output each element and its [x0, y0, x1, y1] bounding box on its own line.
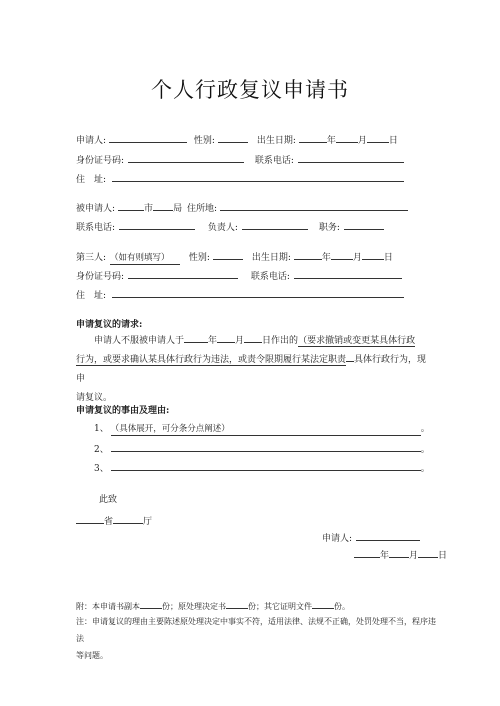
- third-party-row-1: [76, 250, 393, 265]
- request-heading: 申请复议的请求:: [76, 320, 143, 330]
- office-field[interactable]: [113, 514, 143, 524]
- year-label: 年: [326, 136, 336, 146]
- office-label: 厅: [143, 517, 153, 527]
- third-party-row-3: [76, 288, 404, 302]
- note-text-2: 等问题。: [76, 651, 108, 660]
- gender-label: 性别:: [193, 136, 215, 146]
- month-label: 月: [357, 136, 367, 146]
- head-label: 负责人:: [207, 223, 238, 233]
- closing-salutation: 此致: [99, 495, 118, 505]
- applicant-row-2: [76, 153, 404, 167]
- reason-1-hint: （具体展开，可分条分点阐述）: [110, 424, 230, 434]
- request-day-field[interactable]: [244, 333, 262, 343]
- applicant-row-1: [76, 133, 398, 147]
- signature-applicant: [322, 531, 420, 545]
- birth-label: 出生日期:: [256, 136, 296, 146]
- request-text-4: 请复议。: [76, 393, 113, 403]
- third-id-field[interactable]: [128, 269, 238, 279]
- province-label: 省: [104, 517, 114, 527]
- applicant-row-3: [76, 172, 404, 186]
- third-party-row-2: [76, 269, 402, 283]
- respondent-city-field[interactable]: [118, 201, 144, 211]
- respondent-address-label: 住所地:: [186, 204, 217, 214]
- head-field[interactable]: [242, 220, 308, 230]
- reason-1-number: 1、: [94, 424, 109, 434]
- id-label: 身份证号码:: [76, 156, 125, 166]
- signature-year-field[interactable]: [354, 548, 380, 558]
- signature-month-field[interactable]: [389, 548, 409, 558]
- reason-3-end: 。: [420, 464, 430, 474]
- third-gender-label: 性别:: [188, 253, 210, 263]
- signature-day-field[interactable]: [418, 548, 438, 558]
- signature-date: [354, 548, 447, 562]
- third-month-label: 月: [352, 253, 362, 263]
- third-birth-month-field[interactable]: [331, 250, 353, 260]
- reason-item-2: [94, 442, 430, 456]
- attach-text-3: 份；其它证明文件: [248, 602, 312, 611]
- third-birth-label: 出生日期:: [251, 253, 291, 263]
- note-text-1: 注：申请复议的理由主要陈述原处理决定中事实不符，适用法律、法规不正确，处罚处理不当，程序违法: [76, 617, 436, 643]
- phone-field[interactable]: [298, 153, 404, 163]
- day-label: 日: [388, 136, 398, 146]
- respondent-phone-label: 联系电话:: [76, 223, 116, 233]
- birth-year-field[interactable]: [299, 133, 327, 143]
- third-gender-field[interactable]: [213, 250, 243, 260]
- attach-copies-field[interactable]: [140, 600, 162, 609]
- closing-recipient: [76, 514, 152, 528]
- third-id-label: 身份证号码:: [76, 272, 125, 282]
- applicant-name-field[interactable]: [109, 133, 187, 143]
- request-hint-2: 行为，或要求确认某具体行政行为违法，或责令限期履行某法定职责: [76, 355, 347, 365]
- position-field[interactable]: [344, 220, 384, 230]
- request-paragraph: [76, 332, 428, 408]
- attach-text-1: 附：本申请书副本: [76, 602, 140, 611]
- birth-month-field[interactable]: [336, 133, 358, 143]
- reason-1-field[interactable]: [111, 424, 421, 436]
- request-month-label: 月: [235, 336, 245, 346]
- signature-month-label: 月: [409, 551, 419, 561]
- attach-text-2: 份；原处理决定书: [162, 602, 226, 611]
- third-year-label: 年: [321, 253, 331, 263]
- attach-evidence-field[interactable]: [312, 600, 334, 609]
- address-field[interactable]: [112, 172, 404, 182]
- reason-3-field[interactable]: [111, 461, 421, 471]
- reason-item-3: [94, 461, 430, 475]
- address-label: 住 址:: [76, 175, 107, 185]
- id-number-field[interactable]: [128, 153, 244, 163]
- third-birth-day-field[interactable]: [362, 250, 384, 260]
- third-party-label: 第三人:: [76, 253, 107, 263]
- reason-2-number: 2、: [94, 445, 109, 455]
- position-label: 职务:: [318, 223, 340, 233]
- signature-label: 申请人:: [322, 534, 353, 544]
- request-month-field[interactable]: [217, 333, 235, 343]
- gender-field[interactable]: [218, 133, 248, 143]
- bureau-label: 局: [173, 204, 183, 214]
- third-phone-field[interactable]: [294, 269, 402, 279]
- reason-3-number: 3、: [94, 464, 109, 474]
- reason-item-1: [94, 423, 430, 436]
- respondent-row-2: [76, 220, 384, 234]
- respondent-label: 被申请人:: [76, 204, 116, 214]
- applicant-label: 申请人:: [76, 136, 107, 146]
- city-label: 市: [144, 204, 154, 214]
- third-address-field[interactable]: [112, 288, 404, 298]
- request-hint-1: （要求撤销或变更某具体行政: [298, 336, 416, 346]
- third-party-name-field[interactable]: （如有则填写）: [110, 253, 180, 265]
- request-text-3: 具体行政行为，现申: [76, 355, 427, 384]
- request-blank-field[interactable]: [346, 352, 354, 362]
- attachment-note: [76, 600, 350, 613]
- reason-2-end: 。: [420, 445, 430, 455]
- request-text-1: 申请人不服被申请人于: [94, 336, 185, 346]
- document-title: 个人行政复议申请书: [151, 78, 349, 102]
- province-field[interactable]: [76, 514, 104, 524]
- reason-2-field[interactable]: [111, 442, 421, 452]
- third-birth-year-field[interactable]: [294, 250, 322, 260]
- signature-day-label: 日: [438, 551, 448, 561]
- request-text-2: 日作出的: [262, 336, 299, 346]
- request-year-field[interactable]: [184, 333, 208, 343]
- reasons-heading: 申请复议的事由及理由:: [76, 406, 170, 416]
- signature-year-label: 年: [380, 551, 390, 561]
- attach-text-4: 份。: [334, 602, 350, 611]
- birth-day-field[interactable]: [367, 133, 389, 143]
- phone-label: 联系电话:: [254, 156, 294, 166]
- third-phone-label: 联系电话:: [250, 272, 290, 282]
- reason-1-end: 。: [420, 424, 430, 434]
- respondent-phone-field[interactable]: [119, 220, 195, 230]
- respondent-bureau-field[interactable]: [153, 201, 173, 211]
- third-address-label: 住 址:: [76, 291, 107, 301]
- respondent-row-1: [76, 201, 408, 215]
- request-year-label: 年: [208, 336, 218, 346]
- respondent-address-field[interactable]: [220, 201, 408, 211]
- third-day-label: 日: [383, 253, 393, 263]
- attach-decision-field[interactable]: [226, 600, 248, 609]
- signature-field[interactable]: [356, 531, 420, 541]
- explanation-note: [76, 613, 438, 664]
